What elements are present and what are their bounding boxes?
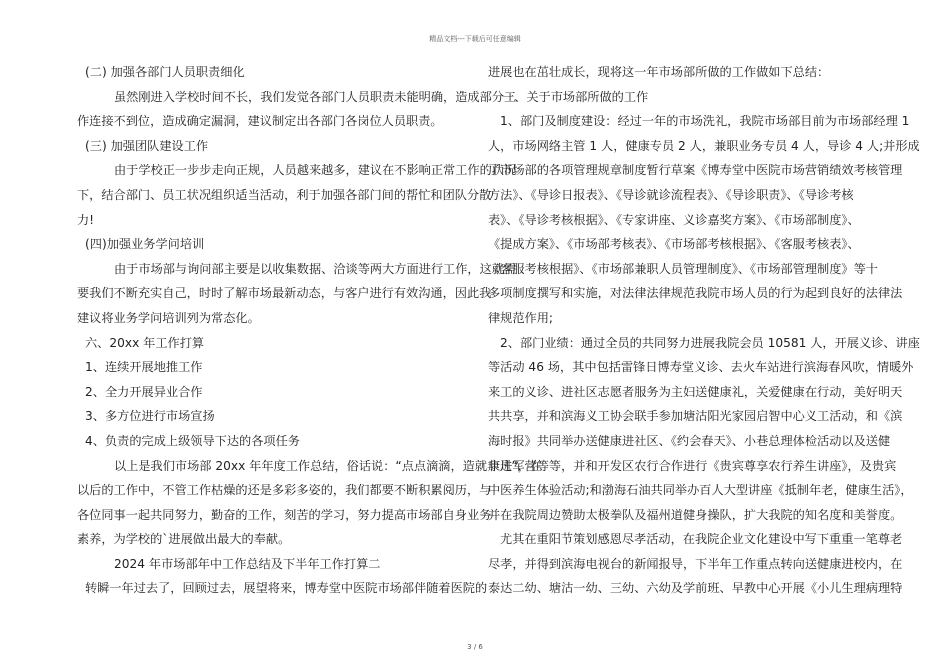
paragraph-line: 《提成方案》、《市场部考核表》、《市场部考核根据》、《客服考核表》、 [488,237,860,252]
right-column [488,60,920,601]
section-heading: 一、关于市场部所做的工作 [502,89,649,104]
list-item: 2、全力开展异业合作 [85,384,203,399]
paragraph-line: 素养，为学校的`进展做出最大的奉献。 [77,532,291,547]
list-item: 3、多方位进行市场宣扬 [85,409,215,424]
paragraph-line: 尤其在重阳节策划感恩尽孝活动，在我院企业文化建设中写下重重一笔尊老 [500,532,903,547]
paragraph-line: 由于学校正一步步走向正规，人员越来越多，建议在不影响正常工作的状况 [114,163,517,178]
paragraph-line: 力! [77,212,95,227]
paragraph-line: 多项制度撰写和实施，对法律法律规范我院市场人员的行为起到良好的法律法 [488,286,903,301]
paragraph-line: 了市场部的各项管理规章制度暂行草案《博寿堂中医院市场营销绩效考核管理 [488,163,903,178]
paragraph-line: 虽然刚进入学校时间不长，我们发觉各部门人员职责未能明确，造成部分工 [114,89,517,104]
paragraph-line: 由于市场部与询问部主要是以收集数据、洽谈等两大方面进行工作，这就需 [114,261,517,276]
paragraph-line: 中医养生体验活动;和渤海石油共同举办百人大型讲座《抵制年老，健康生活》， [488,483,913,498]
paragraph-line: 1、部门及制度建设：经过一年的市场洗礼，我院市场部目前为市场部经理 1 [500,114,910,129]
paragraph-line: 2、部门业绩：通过全员的共同努力进展我院会员 10581 人，开展义诊、讲座 [500,335,920,350]
list-item: 1、连续开展地推工作 [85,360,203,375]
page-number: 3 / 6 [467,643,483,651]
paragraph-line: 来工的义诊、进社区志愿者服务为主妇送健康礼，关爱健康在行动，美好明天 [488,384,903,399]
paragraph-line: 律规范作用; [488,310,554,325]
paragraph-line: 泰达二幼、塘沽一幼、三幼、六幼及学前班、早教中心开展《小儿生理病理特 [488,581,903,596]
paragraph-line: 下，结合部门、员工状况组织适当活动，利于加强各部门间的帮忙和团队分散 [77,187,492,202]
list-item: 4、负责的完成上级领导下达的各项任务 [85,433,300,448]
paragraph-line: 表》、《导诊考核根据》、《专家讲座、义诊嘉奖方案》、《市场部制度》、 [488,212,860,227]
paragraph-line: 建议将业务学问培训列为常态化。 [77,310,260,325]
paragraph-line: 以上是我们市场部 20xx 年年度工作总结，俗话说：“点点滴滴，造就非凡”，在 [114,458,543,473]
paragraph-line: 要我们不断充实自己，时时了解市场最新动态，与客户进行有效沟通，因此我 [77,286,492,301]
section-heading: (三) 加强团队建设工作 [85,138,209,153]
paragraph-line: 人，市场网络主管 1 人，健康专员 2 人，兼职业务专员 4 人，导诊 4 人;并形成 [488,138,920,153]
section-heading: (二) 加强各部门人员职责细化 [85,65,245,79]
page-header: 精品文档---下载后可任意编辑 [429,35,521,43]
section-heading: (四)加强业务学问培训 [85,237,205,252]
paragraph-line: 方法》、《导诊日报表》、《导诊就诊流程表》、《导诊职责》、《导诊考核 [488,187,854,202]
section-heading: 六、20xx 年工作打算 [85,335,205,350]
paragraph-line: 转瞬一年过去了，回顾过去，展望将来，博寿堂中医院市场部伴随着医院的 [85,581,488,596]
paragraph-line: 尽孝，并得到滨海电视台的新闻报导，下半年工作重点转向送健康进校内，在 [488,556,903,571]
paragraph-line: 并在我院周边赞助太极拳队及福州道健身操队，扩大我院的知名度和美誉度。 [488,507,903,522]
paragraph-line: 共共享，并和滨海义工协会联手参加塘沽阳光家园启智中心义工活动，和《滨 [488,409,903,424]
document-subtitle: 2024 年市场部年中工作总结及下半年工作打算二 [114,556,381,571]
paragraph-line: 等活动 46 场，其中包括雷锋日博寿堂义诊、去火车站进行滨海春风吹，情暖外 [488,360,914,375]
paragraph-line: 以后的工作中，不管工作枯燥的还是多彩多姿的，我们都要不断积累阅历，与 [77,483,492,498]
paragraph-line: 海时报》共同举办送健康进社区、《约会春天》、小巷总理体检活动以及送健 [488,433,891,448]
paragraph-line: 各位同事一起共同努力，勤奋的工作，刻苦的学习，努力提高市场部自身业务 [77,507,492,522]
paragraph-line: 《客服考核根据》、《市场部兼职人员管理制度》、《市场部管理制度》等十 [488,261,878,276]
paragraph-line: 康进军营等等，并和开发区农行合作进行《贵宾尊享农行养生讲座》，及贵宾 [488,458,897,473]
paragraph-line: 进展也在茁壮成长，现将这一年市场部所做的工作做如下总结： [488,65,830,79]
paragraph-line: 作连接不到位，造成确定漏洞，建议制定出各部门各岗位人员职责。 [77,114,443,129]
